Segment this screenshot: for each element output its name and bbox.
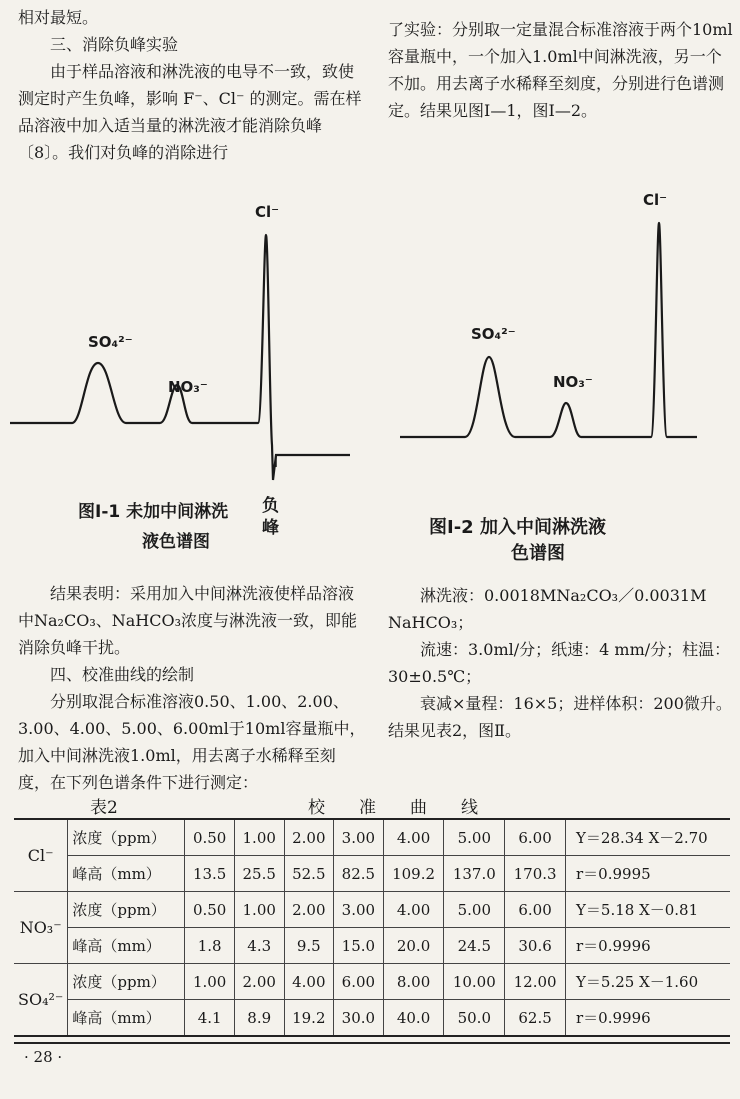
table-cell: 1.00 — [234, 892, 284, 928]
row-label: 峰高（mm） — [68, 928, 185, 964]
table-cell: 24.5 — [444, 928, 505, 964]
table-cell: 82.5 — [334, 856, 384, 892]
peak-label-cl: Cl⁻ — [255, 203, 280, 221]
right-column-lower — [388, 582, 733, 744]
paragraph: 流速：3.0ml/分；纸速：4 mm/分；柱温：30±0.5℃； — [388, 640, 731, 686]
table-row — [14, 1000, 730, 1037]
peak-label-cl: Cl⁻ — [643, 191, 668, 209]
table-title — [18, 793, 728, 819]
table-cell: 2.00 — [284, 892, 334, 928]
table-cell: 25.5 — [234, 856, 284, 892]
table-cell: 170.3 — [505, 856, 566, 892]
table-cell: 4.00 — [284, 964, 334, 1000]
chromatogram-trace — [400, 223, 697, 437]
table-cell: 15.0 — [334, 928, 384, 964]
table-cell: 1.8 — [185, 928, 235, 964]
table-cell: 3.00 — [334, 819, 384, 856]
table-cell: 8.00 — [383, 964, 444, 1000]
table-cell: 6.00 — [505, 819, 566, 856]
peak-label-no3: NO₃⁻ — [168, 378, 208, 396]
section-heading: 四、校准曲线的绘制 — [50, 665, 195, 684]
figure-caption-line2: 色谱图 — [511, 543, 565, 564]
table-cell: 5.00 — [444, 892, 505, 928]
calibration-table — [14, 818, 730, 1037]
table-cell: 62.5 — [505, 1000, 566, 1037]
table-cell: 30.0 — [334, 1000, 384, 1037]
table-cell: 5.00 — [444, 819, 505, 856]
table-row — [14, 892, 730, 928]
chromatogram-trace — [10, 235, 350, 480]
right-column-top — [388, 16, 733, 124]
table-cell: 20.0 — [383, 928, 444, 964]
table-cell: 6.00 — [505, 892, 566, 928]
figure-caption: 图Ⅰ-2 加入中间淋洗液 — [429, 517, 606, 538]
peak-label-so4: SO₄²⁻ — [88, 333, 133, 351]
section-heading: 三、消除负峰实验 — [50, 35, 179, 54]
figure-caption-line2: 液色谱图 — [142, 532, 210, 552]
paragraph: 结果见表2，图Ⅱ。 — [388, 721, 522, 740]
table-cell: 4.00 — [383, 892, 444, 928]
left-column-lower — [18, 580, 366, 796]
page-number: · 28 · — [24, 1048, 63, 1066]
table-cell: 52.5 — [284, 856, 334, 892]
table-cell: 9.5 — [284, 928, 334, 964]
table-cell: 8.9 — [234, 1000, 284, 1037]
table-cell: 4.1 — [185, 1000, 235, 1037]
table-row — [14, 856, 730, 892]
table-cell: 0.50 — [185, 819, 235, 856]
table-cell: 2.00 — [234, 964, 284, 1000]
figure-2 — [385, 175, 730, 570]
correlation-coefficient: r＝0.9996 — [566, 928, 731, 964]
paragraph: 分别取混合标准溶液0.50、1.00、2.00、3.00、4.00、5.00、6.00ml于10ml容量瓶中，加入中间淋洗液1.0ml，用去离子水稀释至刻度，在下列色谱条件下进行测定： — [18, 692, 366, 792]
table-cell: 30.6 — [505, 928, 566, 964]
table-row — [14, 928, 730, 964]
ion-cell: SO₄²⁻ — [14, 964, 68, 1037]
paragraph: 了实验：分别取一定量混合标准溶液于两个10ml容量瓶中，一个加入1.0ml中间淋洗液，另一个不加。用去离子水稀释至刻度，分别进行色谱测定。结果见图Ⅰ—1，图Ⅰ—2。 — [388, 20, 733, 120]
peak-label-so4: SO₄²⁻ — [471, 325, 516, 343]
paragraph: 衰减×量程：16×5；进样体积：200微升。 — [420, 694, 732, 713]
row-label: 峰高（mm） — [68, 856, 185, 892]
table-cell: 1.00 — [234, 819, 284, 856]
table-cell: 10.00 — [444, 964, 505, 1000]
table-cell: 4.3 — [234, 928, 284, 964]
left-column-top — [18, 4, 363, 166]
regression-equation: Y＝5.25 X－1.60 — [566, 964, 731, 1000]
row-label: 浓度（ppm） — [68, 892, 185, 928]
table-cell: 50.0 — [444, 1000, 505, 1037]
peak-label-no3: NO₃⁻ — [553, 373, 593, 391]
table-row — [14, 964, 730, 1000]
table-cell: 1.00 — [185, 964, 235, 1000]
paragraph: 由于样品溶液和淋洗液的电导不一致，致使测定时产生负峰，影响 F⁻、Cl⁻ 的测定。需在样品溶液中加入适当量的淋洗液才能消除负峰〔8〕。我们对负峰的消除进行 — [18, 62, 362, 162]
table-cell: 6.00 — [334, 964, 384, 1000]
table-number: 表2 — [90, 798, 118, 818]
paragraph: 相对最短。 — [18, 8, 99, 27]
regression-equation: Y＝28.34 X－2.70 — [566, 819, 731, 856]
ion-cell: NO₃⁻ — [14, 892, 68, 964]
correlation-coefficient: r＝0.9996 — [566, 1000, 731, 1037]
ion-cell: Cl⁻ — [14, 819, 68, 892]
negative-peak-label: 负峰 — [262, 496, 279, 538]
table-cell: 109.2 — [383, 856, 444, 892]
table-cell: 3.00 — [334, 892, 384, 928]
paragraph: 结果表明：采用加入中间淋洗液使样品溶液中Na₂CO₃、NaHCO₃浓度与淋洗液一致，即能消除负峰干扰。 — [18, 584, 357, 657]
correlation-coefficient: r＝0.9995 — [566, 856, 731, 892]
bottom-rule — [14, 1042, 730, 1044]
table-cell: 137.0 — [444, 856, 505, 892]
figure-1 — [10, 195, 355, 570]
table-cell: 13.5 — [185, 856, 235, 892]
paragraph: 淋洗液：0.0018MNa₂CO₃／0.0031M NaHCO₃； — [388, 586, 707, 632]
table-cell: 0.50 — [185, 892, 235, 928]
regression-equation: Y＝5.18 X－0.81 — [566, 892, 731, 928]
table-cell: 2.00 — [284, 819, 334, 856]
table-cell: 4.00 — [383, 819, 444, 856]
table-cell: 40.0 — [383, 1000, 444, 1037]
row-label: 浓度（ppm） — [68, 819, 185, 856]
figure-caption: 图Ⅰ-1 未加中间淋洗 — [78, 502, 229, 522]
table-row — [14, 819, 730, 856]
row-label: 峰高（mm） — [68, 1000, 185, 1037]
table-cell: 19.2 — [284, 1000, 334, 1037]
table-name: 校准曲线 — [308, 798, 512, 818]
table-cell: 12.00 — [505, 964, 566, 1000]
row-label: 浓度（ppm） — [68, 964, 185, 1000]
